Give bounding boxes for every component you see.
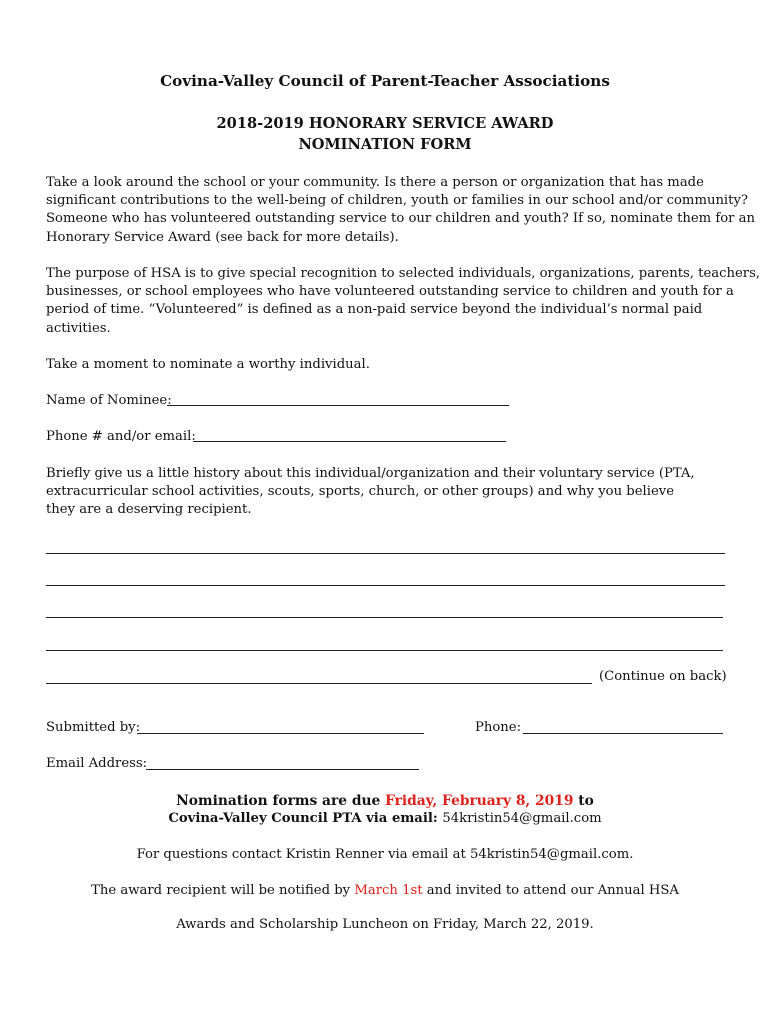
intro-line: businesses, or school employees who have volunteered outstanding service to children and youth for a bbox=[46, 284, 734, 300]
email-address-label: Email Address: bbox=[46, 756, 148, 771]
notify-date: March 1st bbox=[354, 883, 423, 898]
org-title: Covina-Valley Council of Parent-Teacher Associations bbox=[160, 72, 610, 90]
phone-label: Phone: bbox=[475, 720, 522, 735]
history-input-line[interactable] bbox=[46, 683, 592, 684]
nominee-input-line[interactable] bbox=[167, 405, 509, 406]
award-title: 2018-2019 HONORARY SERVICE AWARD bbox=[216, 115, 554, 132]
intro-paragraph-2 bbox=[46, 265, 761, 338]
history-input-line[interactable] bbox=[46, 617, 723, 618]
council-email-line bbox=[0, 810, 770, 828]
form-title: NOMINATION FORM bbox=[298, 136, 472, 153]
nominee-label: Name of Nominee: bbox=[46, 393, 172, 408]
intro-line: Honorary Service Award (see back for more details). bbox=[46, 229, 399, 245]
history-input-line[interactable] bbox=[46, 553, 725, 554]
notify-prefix: The award recipient will be notified by bbox=[91, 883, 355, 898]
council-email-link[interactable]: 54kristin54@gmail.com bbox=[442, 811, 602, 826]
luncheon-line: Awards and Scholarship Luncheon on Friday, March 22, 2019. bbox=[176, 917, 594, 932]
nominate-prompt: Take a moment to nominate a worthy individual. bbox=[46, 357, 370, 372]
council-line-text: Covina-Valley Council PTA via email: bbox=[168, 811, 443, 826]
history-prompt bbox=[46, 465, 736, 520]
history-line: they are a deserving recipient. bbox=[46, 502, 252, 518]
history-input-line[interactable] bbox=[46, 585, 725, 586]
notify-line bbox=[0, 882, 770, 900]
history-line: extracurricular school activities, scouts, sports, church, or other groups) and why you believe bbox=[46, 484, 675, 500]
intro-line: significant contributions to the well-being of children, youth or families in our school and/or community? bbox=[46, 193, 748, 209]
intro-line: The purpose of HSA is to give special recognition to selected individuals, organizations, parents, teachers, bbox=[46, 266, 761, 281]
due-date: Friday, February 8, 2019 bbox=[385, 793, 574, 809]
submitted-by-input-line[interactable] bbox=[137, 733, 424, 734]
intro-paragraph-1 bbox=[46, 174, 756, 247]
phone-email-input-line[interactable] bbox=[193, 441, 506, 442]
submitted-by-label: Submitted by: bbox=[46, 720, 141, 735]
continue-on-back-note: (Continue on back) bbox=[599, 669, 727, 684]
due-suffix: to bbox=[573, 793, 594, 809]
notify-suffix: and invited to attend our Annual HSA bbox=[422, 883, 679, 898]
intro-line: Take a look around the school or your community. Is there a person or organization that has made bbox=[46, 175, 704, 190]
phone-email-label: Phone # and/or email: bbox=[46, 429, 196, 444]
email-address-input-line[interactable] bbox=[146, 769, 419, 770]
due-line bbox=[0, 792, 770, 810]
history-input-line[interactable] bbox=[46, 650, 723, 651]
intro-line: Someone who has volunteered outstanding service to our children and youth? If so, nominate them for an bbox=[46, 211, 756, 227]
intro-line: period of time. “Volunteered” is defined as a non-paid service beyond the individual’s normal paid bbox=[46, 302, 703, 318]
due-prefix: Nomination forms are due bbox=[176, 793, 386, 809]
intro-line: activities. bbox=[46, 320, 111, 336]
questions-line: For questions contact Kristin Renner via email at 54kristin54@gmail.com. bbox=[136, 847, 634, 862]
phone-input-line[interactable] bbox=[523, 733, 723, 734]
history-line: Briefly give us a little history about this individual/organization and their voluntary service (PTA, bbox=[46, 466, 695, 481]
